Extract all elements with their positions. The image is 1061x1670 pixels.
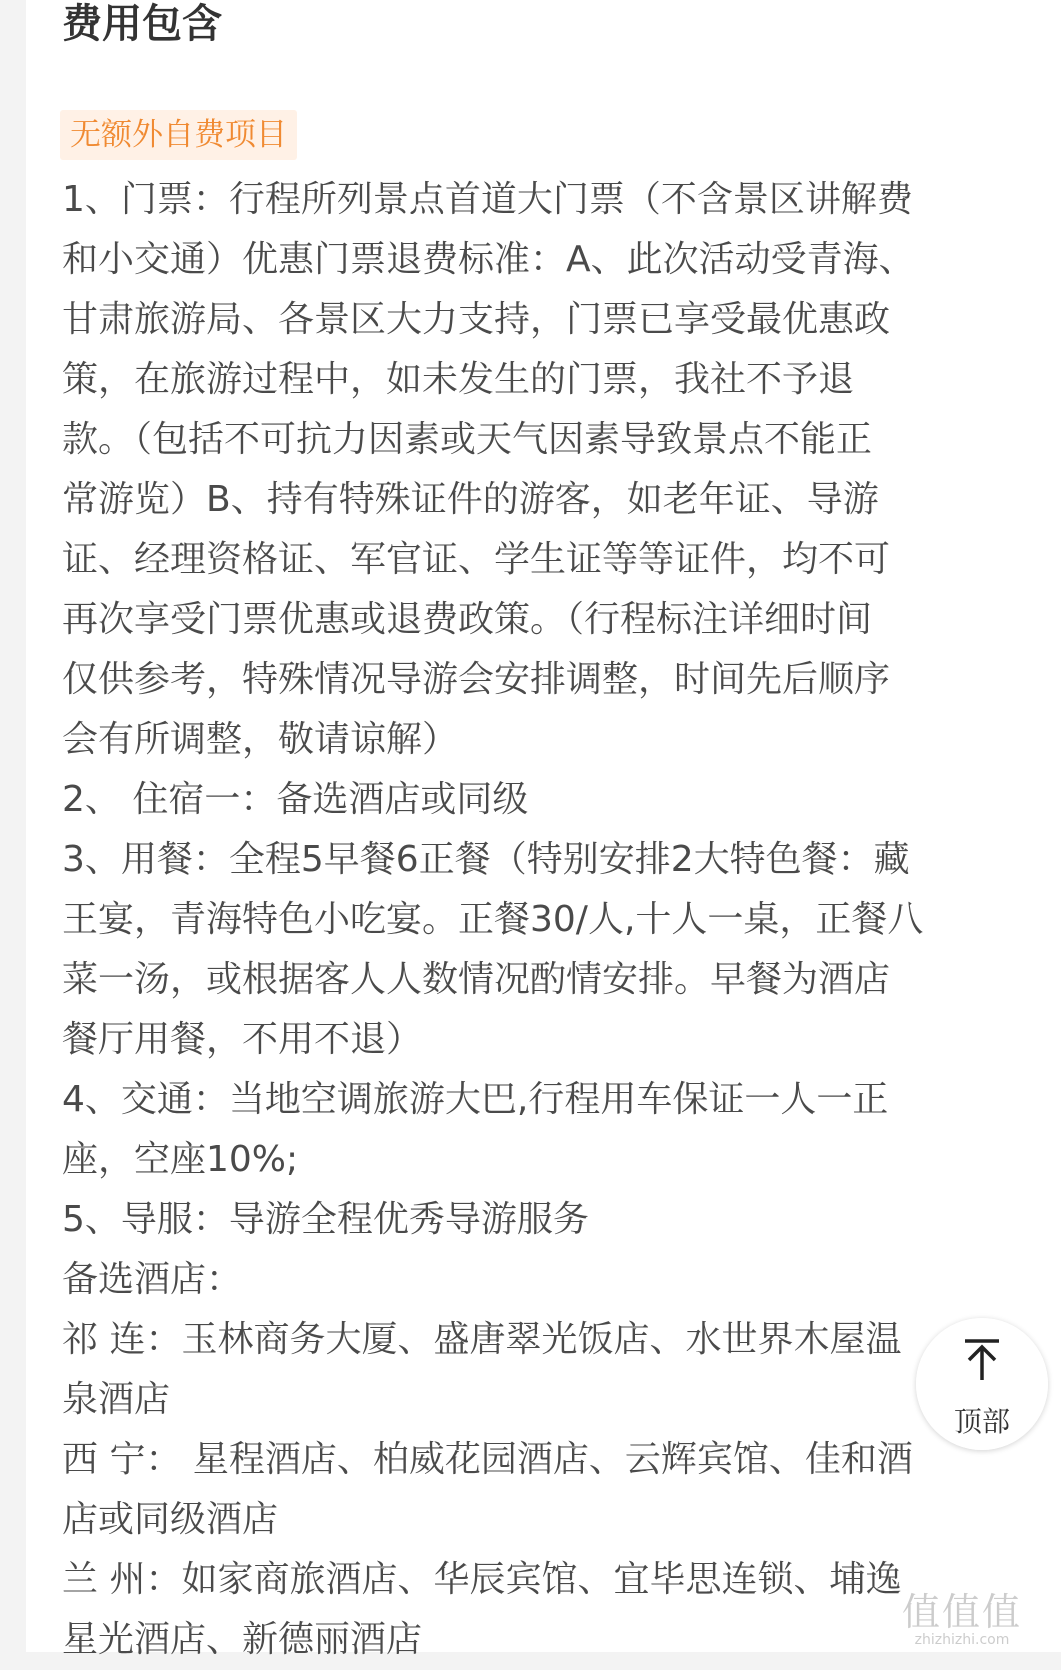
text-line: 再次享受门票优惠或退费政策。（行程标注详细时间	[62, 599, 873, 640]
site-watermark	[872, 1592, 1052, 1648]
text-line: 2、 住宿一：备选酒店或同级	[62, 779, 529, 820]
text-line: 泉酒店	[62, 1379, 171, 1420]
text-line: 仅供参考，特殊情况导游会安排调整，时间先后顺序	[62, 659, 891, 700]
text-line: 备选酒店：	[62, 1259, 243, 1300]
text-line: 证、经理资格证、军官证、学生证等等证件，均不可	[62, 539, 891, 580]
watermark-url: zhizhizhi.com	[914, 1632, 1010, 1648]
no-extra-fee-badge: 无额外自费项目	[60, 110, 297, 160]
back-to-top-label: 顶部	[953, 1405, 1010, 1438]
text-line: 3、用餐：全程5早餐6正餐（特别安排2大特色餐：藏	[62, 839, 910, 880]
text-line: 王宴，青海特色小吃宴。正餐30/人,十人一桌，正餐八	[62, 899, 924, 940]
back-to-top-button[interactable]	[916, 1318, 1048, 1450]
watermark-logo: 值值值	[901, 1590, 1022, 1634]
text-line: 常游览）B、持有特殊证件的游客，如老年证、导游	[62, 479, 879, 520]
text-line: 座，空座10%;	[62, 1139, 299, 1180]
text-line: 星光酒店、新德丽酒店	[62, 1619, 423, 1660]
arrow-up-icon	[961, 1338, 1003, 1382]
section-title: 费用包含	[62, 1, 222, 47]
text-line: 会有所调整，敬请谅解）	[62, 719, 459, 760]
text-line: 店或同级酒店	[62, 1499, 279, 1540]
text-line: 西 宁： 星程酒店、柏威花园酒店、云辉宾馆、佳和酒	[62, 1439, 913, 1480]
text-line: 餐厅用餐，不用不退）	[62, 1019, 423, 1060]
text-line: 5、导服：导游全程优秀导游服务	[62, 1199, 589, 1240]
text-line: 款。（包括不可抗力因素或天气因素导致景点不能正	[62, 419, 873, 460]
text-line: 策，在旅游过程中，如未发生的门票，我社不予退	[62, 359, 855, 400]
text-line: 和小交通）优惠门票退费标准：A、此次活动受青海、	[62, 239, 915, 280]
text-line: 祁 连：玉林商务大厦、盛唐翠光饭店、水世界木屋温	[62, 1319, 902, 1360]
text-line: 4、交通：当地空调旅游大巴,行程用车保证一人一正	[62, 1079, 889, 1120]
text-line: 菜一汤，或根据客人人数情况酌情安排。早餐为酒店	[62, 959, 891, 1000]
text-line: 甘肃旅游局、各景区大力支持，门票已享受最优惠政	[62, 299, 891, 340]
text-line: 兰 州：如家商旅酒店、华辰宾馆、宜毕思连锁、埔逸	[62, 1559, 902, 1600]
text-line: 1、门票：行程所列景点首道大门票（不含景区讲解费	[62, 179, 913, 220]
fee-description	[62, 170, 1022, 1670]
